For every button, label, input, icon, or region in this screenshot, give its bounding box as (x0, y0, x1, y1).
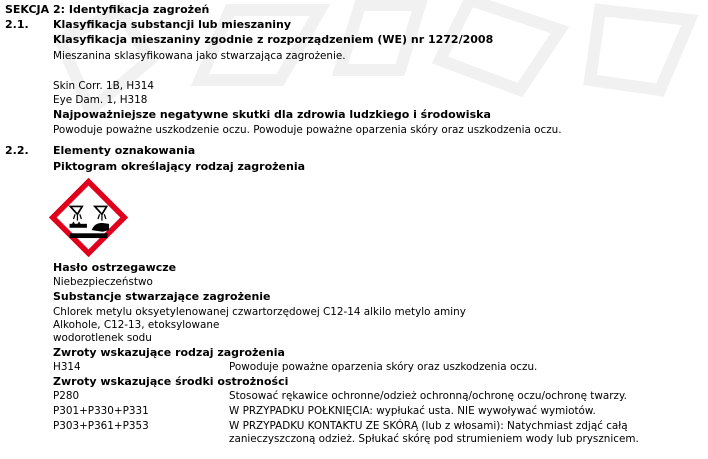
hazardous-substances-title: Substancje stwarzające zagrożenie (53, 290, 271, 303)
section-2-1-number: 2.1. (5, 18, 29, 31)
precautionary-text: W PRZYPADKU POŁKNIĘCIA: wypłukać usta. NIE wywoływać wymiotów. (229, 405, 596, 417)
corrosion-pictogram-icon (49, 178, 128, 257)
precautionary-code: P301+P330+P331 (53, 405, 149, 417)
hazard-text: Powoduje poważne oparzenia skóry oraz uszkodzenia oczu. (229, 361, 538, 373)
section-2-1-title: Klasyfikacja substancji lub mieszaniny (53, 18, 292, 31)
effects-text: Powoduje poważne uszkodzenie oczu. Powoduje poważne oparzenia skóry oraz uszkodzenia oczu. (53, 124, 562, 136)
precautionary-code: P280 (53, 390, 80, 402)
precautionary-statements-title: Zwroty wskazujące środki ostrożności (53, 375, 289, 388)
hazard-code: H314 (53, 361, 81, 373)
precautionary-text: zanieczyszczoną odzież. Spłukać skórę pod strumieniem wody lub prysznicem. (229, 433, 639, 445)
classification-text: Mieszanina sklasyfikowana jako stwarzająca zagrożenie. (53, 50, 346, 62)
classification-subtitle: Klasyfikacja mieszaniny zgodnie z rozporządzeniem (WE) nr 1272/2008 (53, 33, 494, 46)
hazard-statements-title: Zwroty wskazujące rodzaj zagrożenia (53, 346, 285, 359)
pictogram-title: Piktogram określający rodzaj zagrożenia (53, 160, 306, 173)
precautionary-text: Stosować rękawice ochronne/odzież ochronną/ochronę oczu/ochronę twarzy. (229, 390, 627, 402)
effects-title: Najpoważniejsze negatywne skutki dla zdrowia ludzkiego i środowiska (53, 108, 491, 121)
section-2-2-number: 2.2. (5, 144, 29, 157)
substance-item: Alkohole, C12-13, etoksylowane (53, 319, 220, 331)
substance-item: wodorotlenek sodu (53, 332, 152, 344)
section-2-2-title: Elementy oznakowania (53, 144, 196, 157)
signal-word-text: Niebezpieczeństwo (53, 276, 153, 288)
classification-eye: Eye Dam. 1, H318 (53, 94, 148, 106)
section-title: SEKCJA 2: Identyfikacja zagrożeń (5, 3, 210, 16)
substance-item: Chlorek metylu oksyetylenowanej czwartorzędowej C12-14 alkilo metylo aminy (53, 306, 466, 318)
classification-skin: Skin Corr. 1B, H314 (53, 80, 155, 92)
signal-word-title: Hasło ostrzegawcze (53, 261, 177, 274)
precautionary-text: W PRZYPADKU KONTAKTU ZE SKÓRĄ (lub z włosami): Natychmiast zdjąć całą (229, 420, 628, 432)
precautionary-code: P303+P361+P353 (53, 420, 149, 432)
